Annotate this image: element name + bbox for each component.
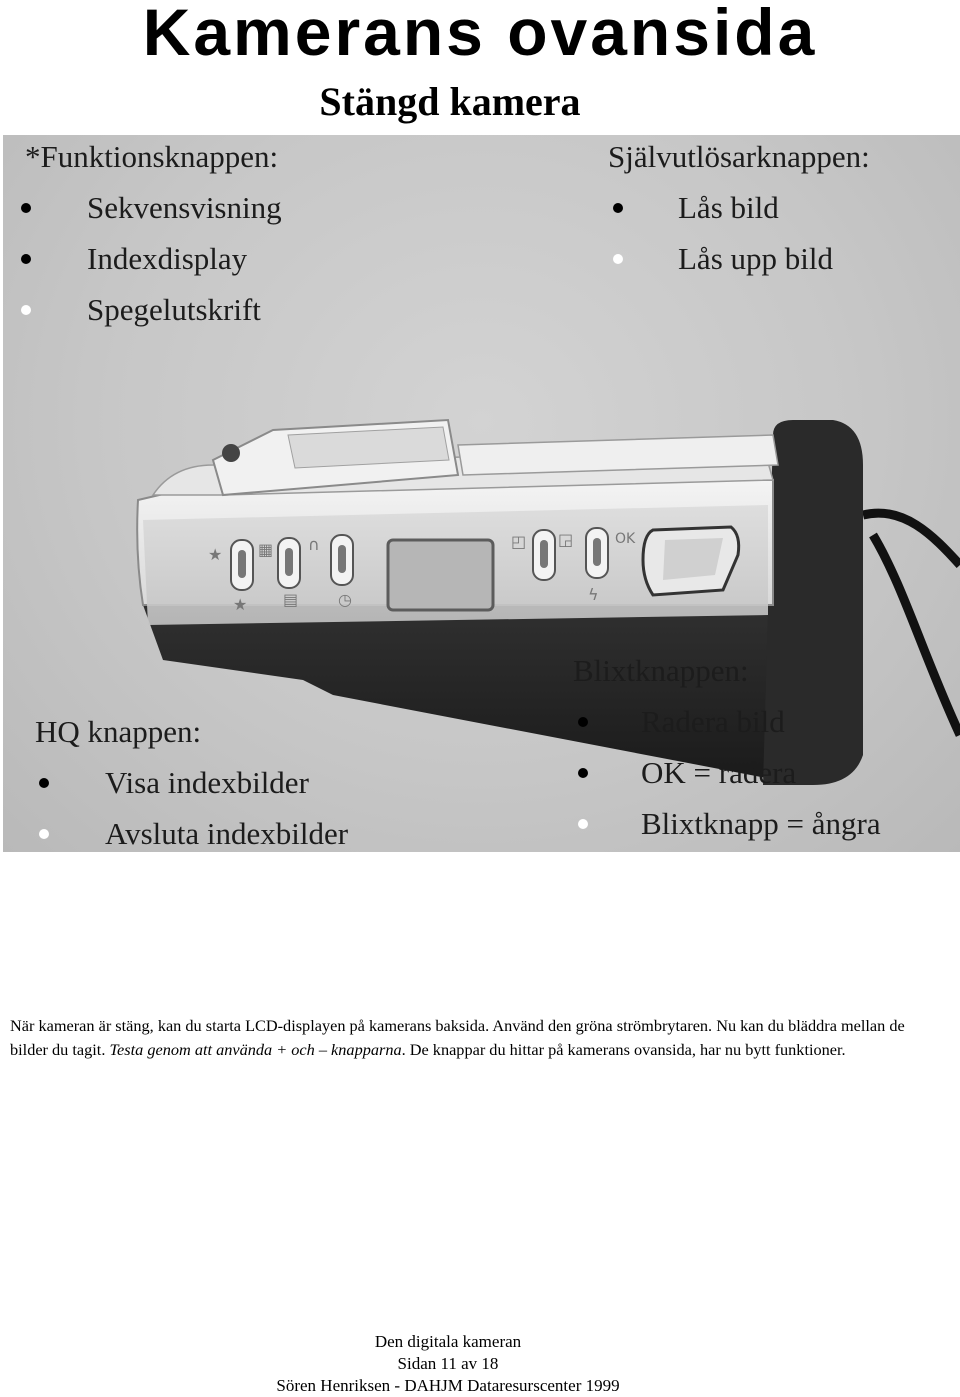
svg-text:◰: ◰: [511, 532, 527, 551]
ok-label: OK: [615, 531, 636, 547]
list-item: Radera bild: [573, 696, 881, 747]
svg-text:◲: ◲: [558, 530, 574, 549]
svg-text:★: ★: [208, 545, 223, 564]
list-item: Spegelutskrift: [25, 284, 282, 335]
list-item: Visa indexbilder: [35, 757, 348, 808]
svg-text:▤: ▤: [283, 590, 299, 609]
svg-text:★: ★: [233, 595, 248, 614]
list-item: Indexdisplay: [25, 233, 282, 284]
callout-heading: Blixtknappen:: [573, 653, 749, 688]
svg-text:◷: ◷: [338, 590, 352, 609]
bullet-icon: [39, 829, 49, 839]
callout-flash-button: [573, 645, 881, 849]
bullet-icon: [613, 203, 623, 213]
body-text-part1: När kameran är stäng, kan du starta LCD-displayen på kamerans baksida. Använd den gröna strömbrytaren. Nu kan du bläddra mellan de bilder du tagit.: [10, 1016, 905, 1059]
bullet-icon: [21, 203, 31, 213]
status-lcd-shape: [388, 540, 493, 610]
list-item: Avsluta indexbilder: [35, 808, 348, 852]
list-item: Sekvensvisning: [25, 182, 282, 233]
body-text-part2: . De knappar du hittar på kamerans ovansida, har nu bytt funktioner.: [401, 1039, 846, 1059]
footer-doc-title: Den digitala kameran: [374, 1332, 522, 1351]
callout-heading: Självutlösarknappen:: [608, 139, 870, 174]
svg-text:∩: ∩: [308, 535, 320, 554]
page-subtitle: Stängd kamera: [319, 79, 581, 124]
bullet-icon: [578, 819, 588, 829]
footer-author: Sören Henriksen - DAHJM Dataresurscenter 1999: [276, 1376, 620, 1395]
footer-page-number: Sidan 11 av 18: [397, 1354, 499, 1373]
body-text-italic: Testa genom att använda + och – knapparna: [109, 1039, 402, 1059]
list-item: Lås bild: [608, 182, 870, 233]
callout-hq-button: [35, 706, 348, 852]
bullet-icon: [39, 778, 49, 788]
bullet-icon: [578, 717, 588, 727]
body-paragraph: [10, 1014, 910, 1061]
bullet-icon: [21, 254, 31, 264]
callout-function-button: [25, 135, 282, 335]
page-title: Kamerans ovansida: [142, 0, 818, 69]
callout-self-timer-button: [608, 135, 870, 284]
bullet-icon: [21, 305, 31, 315]
callout-heading: HQ knappen:: [35, 714, 202, 749]
bullet-icon: [578, 768, 588, 778]
list-item: Blixtknapp = ångra: [573, 798, 881, 849]
bullet-icon: [613, 254, 623, 264]
page-footer: [0, 1331, 896, 1397]
camera-photo: [3, 135, 960, 852]
list-item: Lås upp bild: [608, 233, 870, 284]
svg-text:▦: ▦: [258, 540, 274, 559]
list-item: OK = radera: [573, 747, 881, 798]
svg-text:ϟ: ϟ: [588, 585, 599, 604]
callout-heading: *Funktionsknappen:: [25, 139, 279, 174]
